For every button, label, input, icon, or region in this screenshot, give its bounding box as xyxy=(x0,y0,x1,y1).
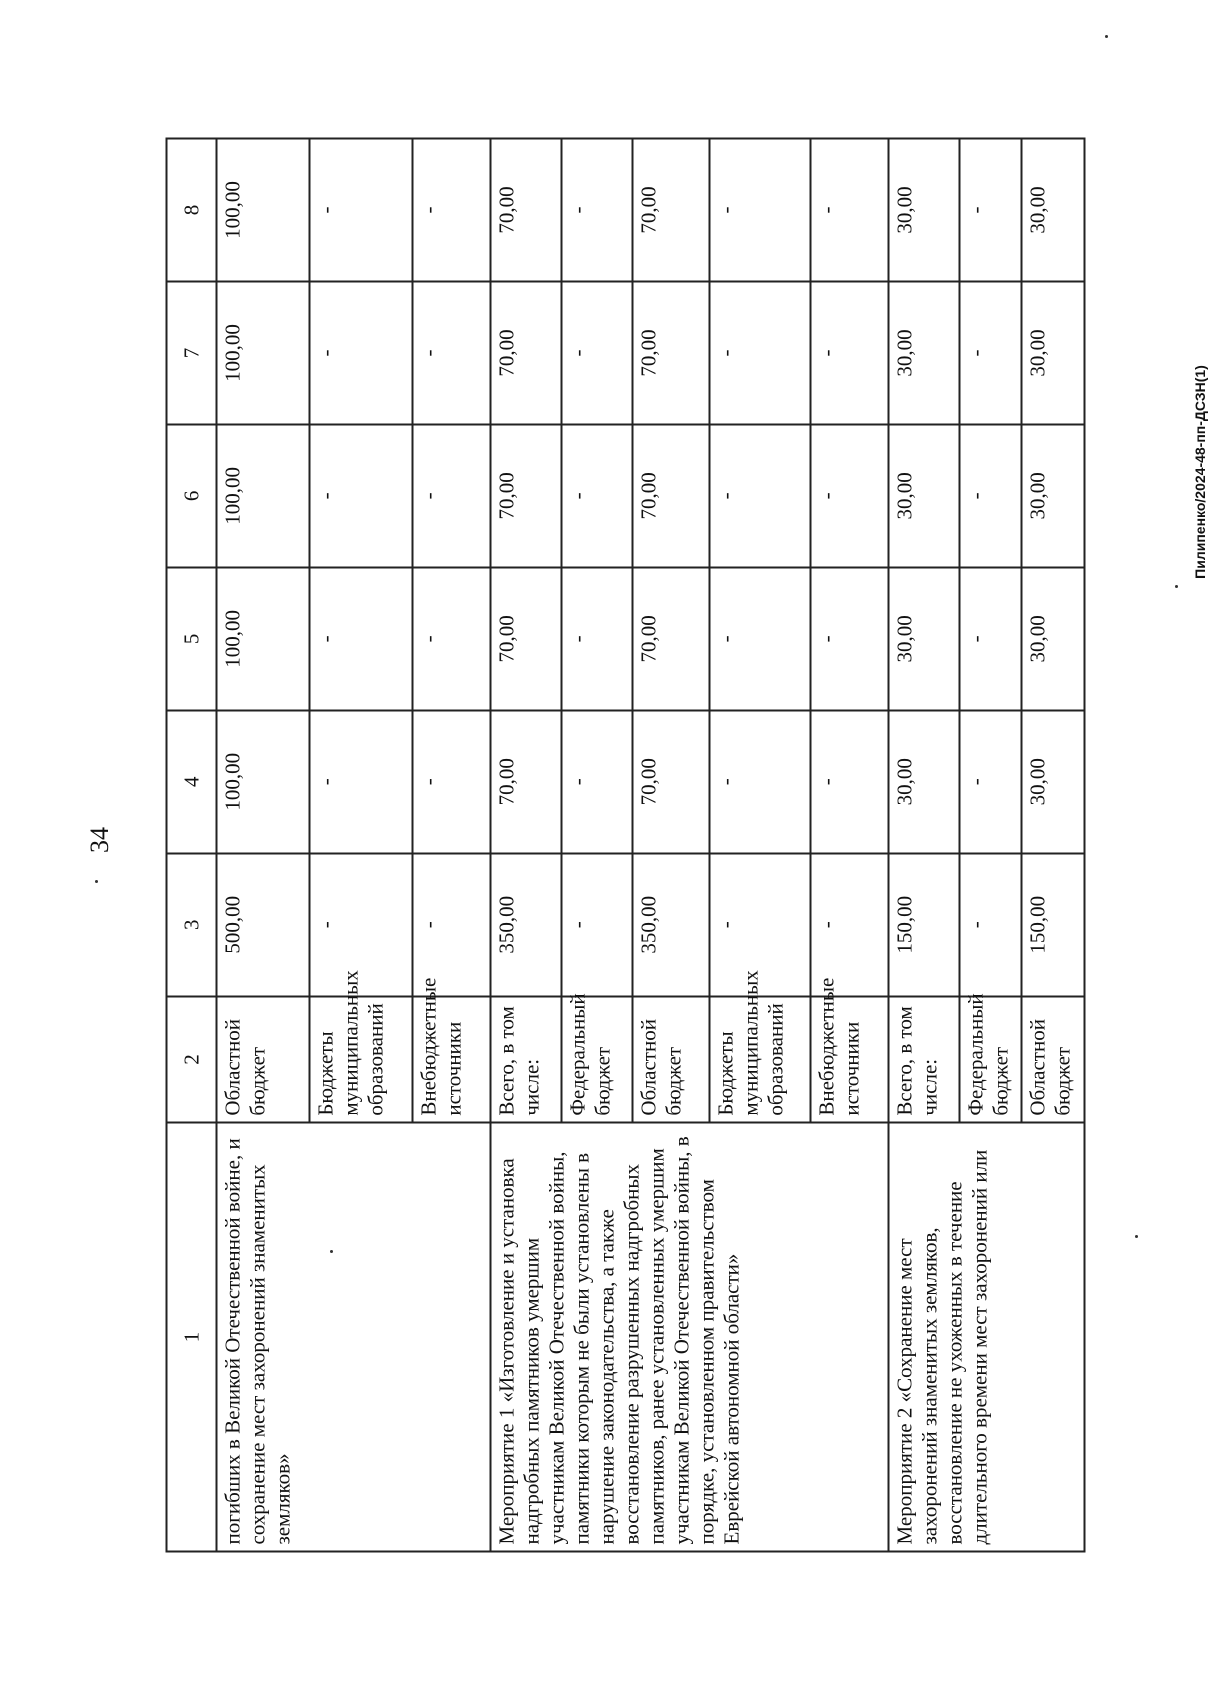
column-header: 6 xyxy=(167,424,217,567)
amount-cell: - xyxy=(309,853,412,996)
document-code: Пилипенко/2024-48-пп-ДСЗН(1) xyxy=(1192,365,1208,579)
amount-cell: - xyxy=(309,567,412,710)
amount-cell: 30,00 xyxy=(888,282,959,425)
page-number: 34 xyxy=(85,827,114,853)
amount-cell: 70,00 xyxy=(632,282,710,425)
amount-cell: - xyxy=(710,424,811,567)
amount-cell: - xyxy=(811,424,889,567)
amount-cell: 30,00 xyxy=(888,139,959,282)
amount-cell: - xyxy=(412,139,490,282)
amount-cell: - xyxy=(309,282,412,425)
amount-cell: 30,00 xyxy=(888,424,959,567)
funding-source: Всего, в том числе: xyxy=(490,996,561,1122)
funding-source: Областной бюджет xyxy=(1022,996,1085,1122)
column-header: 5 xyxy=(167,567,217,710)
amount-cell: 70,00 xyxy=(490,710,561,853)
amount-cell: 100,00 xyxy=(217,567,310,710)
scan-speck xyxy=(1175,585,1178,588)
amount-cell: 150,00 xyxy=(1022,853,1085,996)
amount-cell: - xyxy=(959,424,1021,567)
table-row xyxy=(490,139,561,1552)
amount-cell: 30,00 xyxy=(1022,567,1085,710)
column-header: 8 xyxy=(167,139,217,282)
column-header: 7 xyxy=(167,282,217,425)
amount-cell: 70,00 xyxy=(632,424,710,567)
amount-cell: - xyxy=(309,424,412,567)
amount-cell: - xyxy=(959,282,1021,425)
amount-cell: - xyxy=(710,139,811,282)
amount-cell: - xyxy=(959,567,1021,710)
amount-cell: 100,00 xyxy=(217,282,310,425)
amount-cell: 70,00 xyxy=(632,710,710,853)
amount-cell: - xyxy=(561,853,632,996)
amount-cell: - xyxy=(309,139,412,282)
column-header: 2 xyxy=(167,996,217,1122)
amount-cell: 30,00 xyxy=(1022,139,1085,282)
funding-source: Внебюджетные источники xyxy=(412,996,490,1122)
amount-cell: - xyxy=(959,139,1021,282)
amount-cell: 30,00 xyxy=(888,710,959,853)
amount-cell: 500,00 xyxy=(217,853,310,996)
amount-cell: - xyxy=(412,710,490,853)
amount-cell: - xyxy=(710,853,811,996)
table-row xyxy=(217,139,310,1552)
amount-cell: 30,00 xyxy=(888,567,959,710)
funding-source: Областной бюджет xyxy=(217,996,310,1122)
scan-speck xyxy=(1105,35,1108,38)
amount-cell: 70,00 xyxy=(632,567,710,710)
column-header: 1 xyxy=(167,1123,217,1552)
amount-cell: - xyxy=(412,282,490,425)
funding-source: Бюджеты муниципальных образований xyxy=(309,996,412,1122)
amount-cell: - xyxy=(811,567,889,710)
header-row xyxy=(167,139,217,1552)
funding-source: Всего, в том числе: xyxy=(888,996,959,1122)
column-header: 4 xyxy=(167,710,217,853)
amount-cell: - xyxy=(412,424,490,567)
amount-cell: - xyxy=(811,853,889,996)
table-body xyxy=(217,139,1085,1552)
amount-cell: 350,00 xyxy=(490,853,561,996)
budget-table xyxy=(166,138,1086,1553)
amount-cell: - xyxy=(959,853,1021,996)
budget-table-rotated xyxy=(166,138,1086,1553)
amount-cell: 30,00 xyxy=(1022,710,1085,853)
amount-cell: - xyxy=(561,139,632,282)
amount-cell: - xyxy=(561,424,632,567)
table-row xyxy=(888,139,959,1552)
funding-source: Областной бюджет xyxy=(632,996,710,1122)
amount-cell: - xyxy=(561,710,632,853)
amount-cell: - xyxy=(710,710,811,853)
amount-cell: 100,00 xyxy=(217,710,310,853)
activity-description: погибших в Великой Отечественной войне, и сохранение мест захоронений знаменитых земляков» xyxy=(217,1123,491,1552)
amount-cell: 350,00 xyxy=(632,853,710,996)
amount-cell: - xyxy=(710,567,811,710)
amount-cell: 70,00 xyxy=(490,567,561,710)
amount-cell: - xyxy=(959,710,1021,853)
amount-cell: 70,00 xyxy=(632,139,710,282)
amount-cell: - xyxy=(412,853,490,996)
funding-source: Федеральный бюджет xyxy=(959,996,1021,1122)
activity-description: Мероприятие 1 «Изготовление и установка надгробных памятников умершим участникам Великой Отечественной войны, памятники которым не были установлены в нарушение законодательства, а также восстановление разрушенных надгробных памятников, ранее установленных умершим участникам Великой Отечественной войны, в порядке, установленном правительством Еврейской автономной области» xyxy=(490,1123,888,1552)
amount-cell: 100,00 xyxy=(217,424,310,567)
amount-cell: 100,00 xyxy=(217,139,310,282)
amount-cell: - xyxy=(811,282,889,425)
amount-cell: - xyxy=(561,282,632,425)
amount-cell: - xyxy=(710,282,811,425)
amount-cell: - xyxy=(811,139,889,282)
amount-cell: 30,00 xyxy=(1022,282,1085,425)
amount-cell: - xyxy=(561,567,632,710)
column-header: 3 xyxy=(167,853,217,996)
scan-speck xyxy=(1135,1235,1138,1238)
funding-source: Федеральный бюджет xyxy=(561,996,632,1122)
amount-cell: 150,00 xyxy=(888,853,959,996)
activity-description: Мероприятие 2 «Сохранение мест захоронений знаменитых земляков, восстановление не ухоженных в течение длительного времени мест захоронений или xyxy=(888,1123,1084,1552)
amount-cell: 70,00 xyxy=(490,139,561,282)
amount-cell: 70,00 xyxy=(490,424,561,567)
amount-cell: - xyxy=(412,567,490,710)
amount-cell: 30,00 xyxy=(1022,424,1085,567)
funding-source: Бюджеты муниципальных образований xyxy=(710,996,811,1122)
amount-cell: - xyxy=(811,710,889,853)
scan-speck xyxy=(95,880,98,883)
amount-cell: - xyxy=(309,710,412,853)
funding-source: Внебюджетные источники xyxy=(811,996,889,1122)
amount-cell: 70,00 xyxy=(490,282,561,425)
